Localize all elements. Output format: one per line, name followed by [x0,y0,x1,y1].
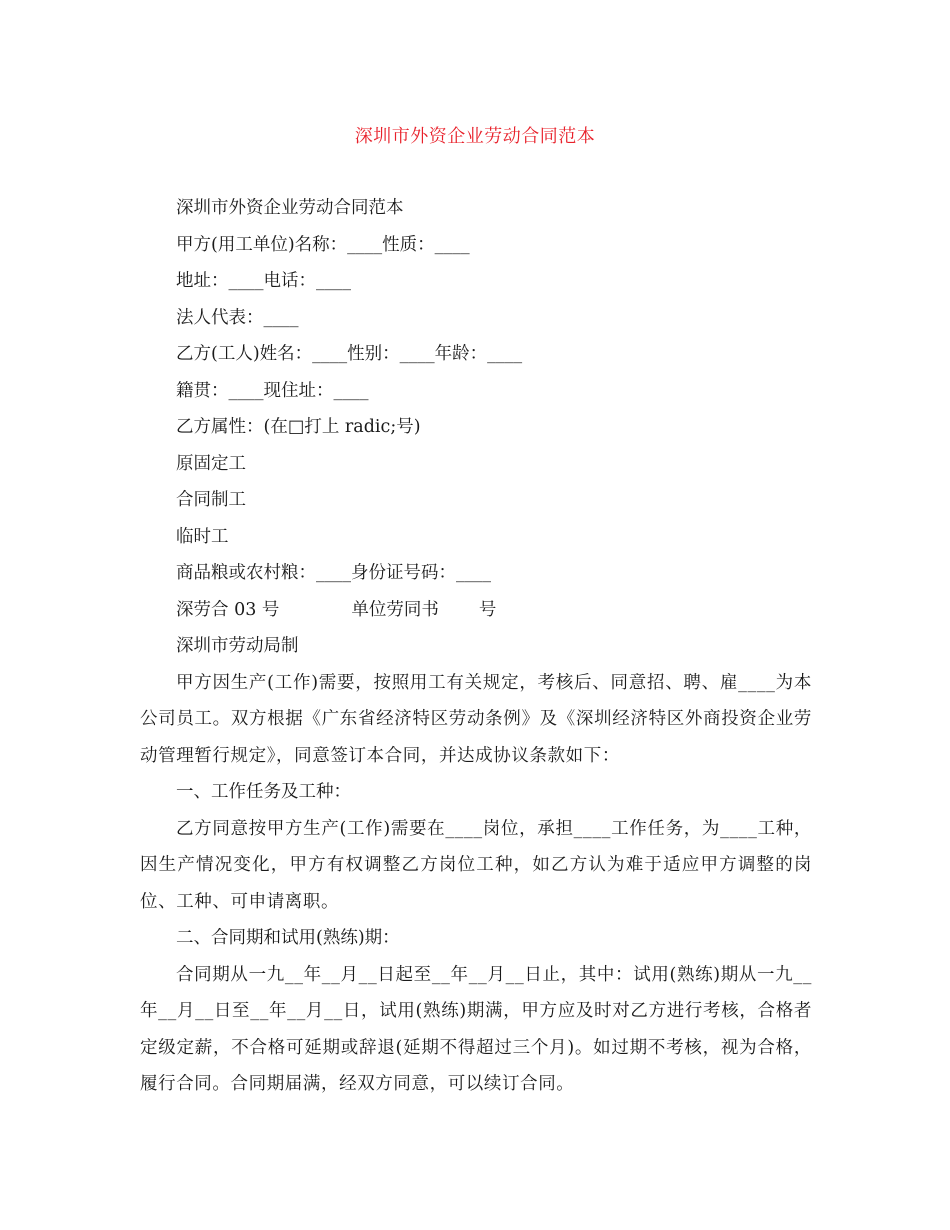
section2-paragraph: 合同期从一九__年__月__日起至__年__月__日止，其中：试用(熟练)期从一九__年__月__日至__年__月__日，试用(熟练)期满，甲方应及时对乙方进行考核，合格者定级定薪，不合格可延期或辞退(延期不得超过三个月)。如过期不考核，视为合格，履行合同。合同期届满，经双方同意，可以续订合同。 [140,964,812,1094]
ref-unit-contract: 单位劳同书 [351,599,439,620]
document-title: 深圳市外资企业劳动合同范本 [354,126,596,147]
header-line-origin: 籍贯：____现住址：____ [176,380,369,401]
header-line-contract-worker: 合同制工 [176,490,246,510]
intro-paragraph: 甲方因生产(工作)需要，按照用工有关规定，考核后、同意招、聘、雇____为本公司员工。双方根据《广东省经济特区劳动条例》及《深圳经济特区外商投资企业劳动管理暂行规定》，同意签订本合同，并达成协议条款如下： [140,672,812,766]
header-line-address: 地址：____电话：____ [176,271,351,291]
header-line-fixed-worker: 原固定工 [176,453,246,474]
section1-heading: 一、工作任务及工种： [176,782,351,802]
ref-number: 深劳合 03 号 [176,599,280,620]
reference-number-line [140,592,812,629]
section2-heading: 二、合同期和试用(熟练)期： [176,928,400,948]
header-line-party-b-name: 乙方(工人)姓名：____性别：____年龄：____ [176,344,523,364]
header-line-party-a-name: 甲方(用工单位)名称：____性质：____ [176,234,470,255]
document-body [140,190,812,1103]
header-line-party-b-attr: 乙方属性：(在□打上 radic;号) [176,417,421,437]
header-line-title: 深圳市外资企业劳动合同范本 [176,198,404,218]
section1-paragraph: 乙方同意按甲方生产(工作)需要在____岗位，承担____工作任务，为____工种，因生产情况变化，甲方有权调整乙方岗位工种，如乙方认为难于适应甲方调整的岗位、工种、可申请离职。 [140,818,812,912]
bureau-line: 深圳市劳动局制 [176,636,299,656]
header-line-temp-worker: 临时工 [176,526,229,547]
header-line-legal-rep: 法人代表：____ [176,307,299,328]
header-line-grain-id: 商品粮或农村粮：____身份证号码：____ [176,563,491,583]
ref-hao: 号 [478,599,497,620]
